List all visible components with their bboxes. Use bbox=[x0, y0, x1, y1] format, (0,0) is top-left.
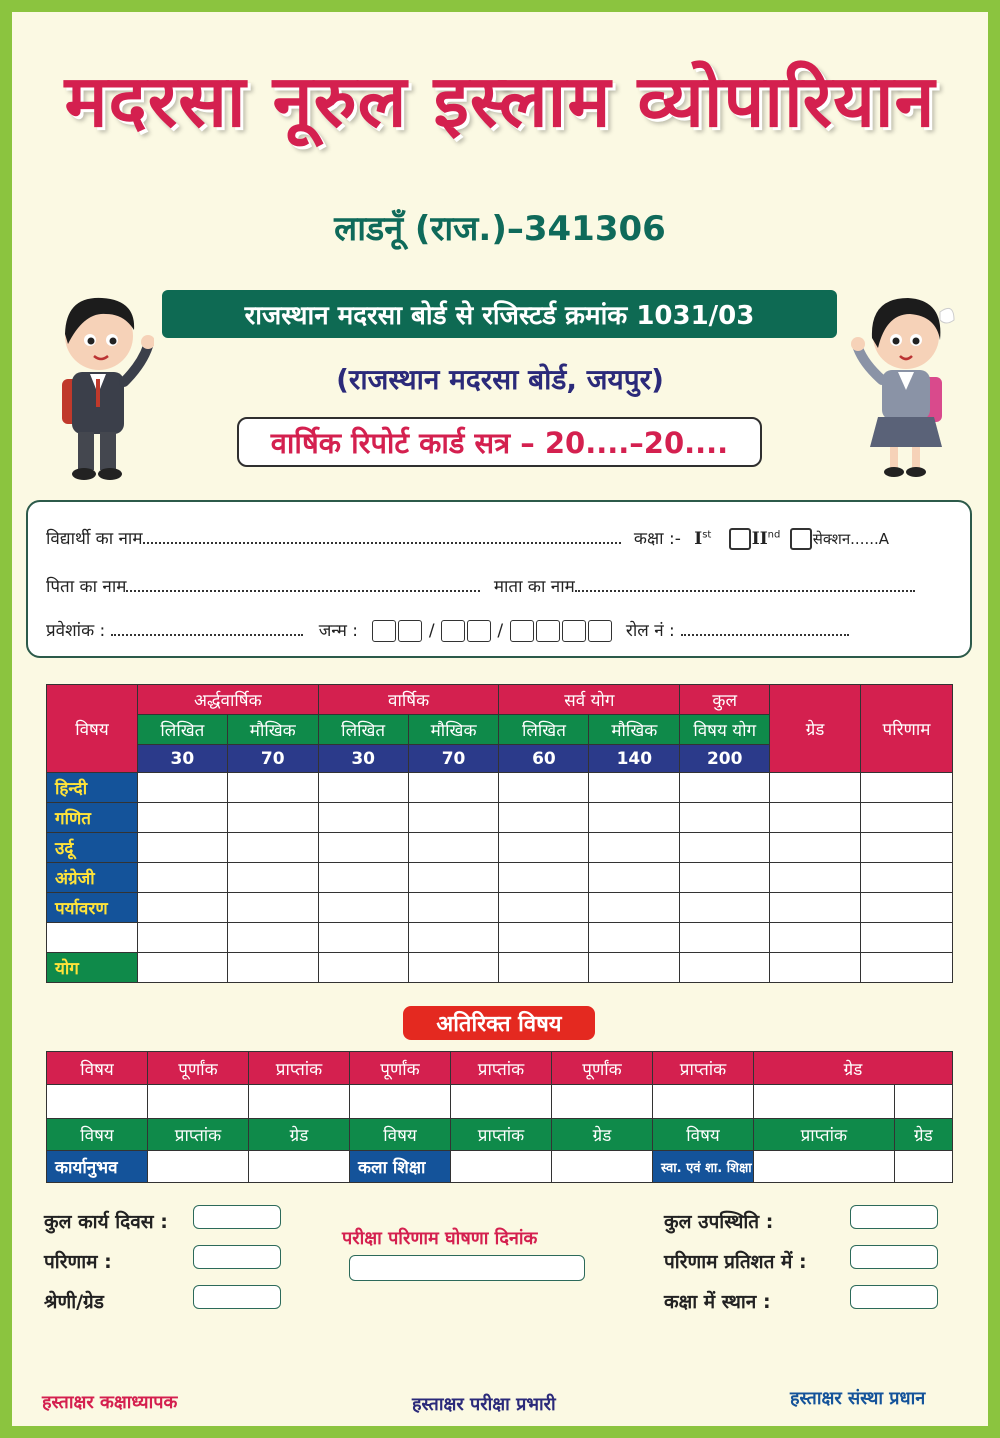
activity-header: प्राप्तांक bbox=[754, 1119, 895, 1151]
marks-cell[interactable] bbox=[680, 773, 770, 803]
school-name: मदरसा नूरुल इस्लाम व्योपारियान bbox=[64, 59, 936, 143]
subject-label: हिन्दी bbox=[47, 773, 138, 803]
extra-cell[interactable] bbox=[47, 1085, 148, 1119]
activity-header: प्राप्तांक bbox=[451, 1119, 552, 1151]
roll-field[interactable] bbox=[681, 620, 849, 636]
sub-header: मौखिक bbox=[589, 715, 680, 745]
marks-cell[interactable] bbox=[589, 953, 680, 983]
marks-cell[interactable] bbox=[589, 893, 680, 923]
max-marks-cell: 70 bbox=[408, 745, 499, 773]
marks-cell[interactable] bbox=[770, 863, 861, 893]
marks-cell[interactable] bbox=[318, 773, 408, 803]
admission-row: प्रवेशांक : जन्म : / / रोल नं : bbox=[46, 618, 956, 642]
marks-cell[interactable] bbox=[408, 803, 499, 833]
result-label: परिणाम : bbox=[44, 1251, 112, 1273]
max-marks-cell: 140 bbox=[589, 745, 680, 773]
admission-label: प्रवेशांक : bbox=[46, 621, 106, 641]
subject-label: गणित bbox=[47, 803, 138, 833]
student-name-label: विद्यार्थी का नाम bbox=[46, 529, 143, 549]
group-header: कुल bbox=[680, 685, 770, 715]
marks-cell[interactable] bbox=[770, 893, 861, 923]
dob-label: जन्म : bbox=[318, 621, 359, 641]
marks-cell[interactable] bbox=[589, 803, 680, 833]
marks-cell[interactable] bbox=[227, 803, 318, 833]
marks-row bbox=[47, 953, 953, 983]
marks-table bbox=[46, 684, 953, 983]
admission-field[interactable] bbox=[111, 620, 303, 636]
report-card-title: वार्षिक रिपोर्ट कार्ड सत्र – 20....–20.... bbox=[237, 417, 762, 467]
marks-cell[interactable] bbox=[227, 833, 318, 863]
extra-header: ग्रेड bbox=[754, 1052, 953, 1085]
student-info-box bbox=[26, 500, 972, 658]
dob-year-boxes[interactable] bbox=[509, 621, 613, 641]
sub-header: लिखित bbox=[499, 715, 589, 745]
activity-header: ग्रेड bbox=[552, 1119, 653, 1151]
marks-row bbox=[47, 773, 953, 803]
class-2-label: II bbox=[751, 529, 768, 549]
group-header: अर्द्धवार्षिक bbox=[137, 685, 318, 715]
marks-cell[interactable] bbox=[227, 953, 318, 983]
marks-cell[interactable] bbox=[318, 923, 408, 953]
total-row-label: योग bbox=[47, 953, 138, 983]
result-date-label: परीक्षा परिणाम घोषणा दिनांक bbox=[342, 1228, 538, 1249]
max-marks-cell: 70 bbox=[227, 745, 318, 773]
marks-cell[interactable] bbox=[137, 773, 227, 803]
board-name: (राजस्थान मदरसा बोर्ड, जयपुर) bbox=[336, 363, 664, 396]
dob-month-boxes[interactable] bbox=[440, 621, 492, 641]
extra-subjects-table bbox=[46, 1051, 953, 1183]
extra-header: पूर्णांक bbox=[350, 1052, 451, 1085]
class-1-checkbox[interactable] bbox=[729, 528, 751, 550]
marks-cell[interactable] bbox=[589, 773, 680, 803]
subject-label: उर्दू bbox=[47, 833, 138, 863]
extra-cell[interactable] bbox=[754, 1151, 895, 1183]
sub-header: विषय योग bbox=[680, 715, 770, 745]
activity-header: ग्रेड bbox=[894, 1119, 952, 1151]
marks-cell[interactable] bbox=[499, 893, 589, 923]
marks-cell[interactable] bbox=[499, 803, 589, 833]
rank-label: कक्षा में स्थान : bbox=[664, 1291, 771, 1313]
marks-cell[interactable] bbox=[499, 833, 589, 863]
marks-cell[interactable] bbox=[408, 833, 499, 863]
registration-banner: राजस्थान मदरसा बोर्ड से रजिस्टर्ड क्रमांक 1031/03 bbox=[162, 290, 837, 338]
marks-cell[interactable] bbox=[499, 863, 589, 893]
sub-header: मौखिक bbox=[408, 715, 499, 745]
mother-name-label: माता का नाम bbox=[493, 577, 575, 597]
grade-field[interactable] bbox=[193, 1285, 281, 1309]
marks-row bbox=[47, 893, 953, 923]
marks-cell[interactable] bbox=[770, 953, 861, 983]
percentage-field[interactable] bbox=[850, 1245, 938, 1269]
marks-cell[interactable] bbox=[680, 833, 770, 863]
marks-cell[interactable] bbox=[408, 863, 499, 893]
activity-art-education: कला शिक्षा bbox=[350, 1151, 451, 1183]
extra-cell[interactable] bbox=[451, 1085, 552, 1119]
marks-cell[interactable] bbox=[860, 953, 952, 983]
activity-health-physical: स्वा. एवं शा. शिक्षा bbox=[653, 1151, 754, 1183]
marks-cell[interactable] bbox=[318, 803, 408, 833]
boy-cartoon-image bbox=[44, 284, 154, 484]
girl-cartoon-image bbox=[850, 282, 960, 482]
extra-cell[interactable] bbox=[249, 1151, 350, 1183]
result-field[interactable] bbox=[193, 1245, 281, 1269]
activity-work-experience: कार्यानुभव bbox=[47, 1151, 148, 1183]
sub-header: मौखिक bbox=[227, 715, 318, 745]
marks-cell[interactable] bbox=[589, 923, 680, 953]
marks-cell[interactable] bbox=[318, 893, 408, 923]
marks-cell[interactable] bbox=[408, 953, 499, 983]
marks-cell[interactable] bbox=[137, 953, 227, 983]
class-2-sup: nd bbox=[767, 529, 781, 541]
marks-row bbox=[47, 803, 953, 833]
marks-cell[interactable] bbox=[499, 923, 589, 953]
marks-cell[interactable] bbox=[860, 923, 952, 953]
attendance-label: कुल उपस्थिति : bbox=[664, 1211, 774, 1233]
father-name-label: पिता का नाम bbox=[46, 577, 127, 597]
dob-day-boxes[interactable] bbox=[371, 621, 423, 641]
subject-label: पर्यावरण bbox=[47, 893, 138, 923]
roll-label: रोल नं : bbox=[625, 621, 675, 641]
grade-header: ग्रेड bbox=[770, 685, 861, 773]
marks-cell[interactable] bbox=[860, 893, 952, 923]
class-1-label: I bbox=[694, 529, 703, 549]
marks-cell[interactable] bbox=[589, 863, 680, 893]
subject-blank-cell[interactable] bbox=[47, 923, 138, 953]
class-label: कक्षा :- bbox=[633, 529, 681, 549]
student-name-field[interactable] bbox=[143, 528, 621, 544]
marks-cell[interactable] bbox=[318, 953, 408, 983]
extra-header: प्राप्तांक bbox=[653, 1052, 754, 1085]
extra-header: पूर्णांक bbox=[552, 1052, 653, 1085]
exam-incharge-signature: हस्ताक्षर परीक्षा प्रभारी bbox=[412, 1394, 556, 1415]
marks-cell[interactable] bbox=[227, 773, 318, 803]
extra-header: विषय bbox=[47, 1052, 148, 1085]
report-card-sheet bbox=[12, 12, 988, 1426]
marks-cell[interactable] bbox=[680, 893, 770, 923]
marks-row bbox=[47, 833, 953, 863]
marks-cell[interactable] bbox=[770, 803, 861, 833]
marks-cell[interactable] bbox=[680, 863, 770, 893]
extra-cell[interactable] bbox=[653, 1085, 754, 1119]
parents-row bbox=[46, 574, 956, 597]
marks-cell[interactable] bbox=[408, 773, 499, 803]
subject-label: अंग्रेजी bbox=[47, 863, 138, 893]
percentage-label: परिणाम प्रतिशत में : bbox=[664, 1251, 807, 1273]
max-marks-cell: 60 bbox=[499, 745, 589, 773]
marks-cell[interactable] bbox=[589, 833, 680, 863]
activity-header: ग्रेड bbox=[249, 1119, 350, 1151]
activity-header: विषय bbox=[47, 1119, 148, 1151]
marks-cell[interactable] bbox=[137, 893, 227, 923]
extra-cell[interactable] bbox=[451, 1151, 552, 1183]
marks-cell[interactable] bbox=[860, 803, 952, 833]
working-days-label: कुल कार्य दिवस : bbox=[44, 1211, 168, 1233]
sub-header: लिखित bbox=[137, 715, 227, 745]
marks-cell[interactable] bbox=[680, 803, 770, 833]
extra-cell[interactable] bbox=[754, 1085, 895, 1119]
working-days-field[interactable] bbox=[193, 1205, 281, 1229]
max-marks-cell: 30 bbox=[318, 745, 408, 773]
marks-cell[interactable] bbox=[318, 863, 408, 893]
marks-cell[interactable] bbox=[227, 893, 318, 923]
marks-cell[interactable] bbox=[408, 923, 499, 953]
marks-cell[interactable] bbox=[408, 893, 499, 923]
marks-cell[interactable] bbox=[770, 833, 861, 863]
max-marks-cell: 30 bbox=[137, 745, 227, 773]
extra-header: प्राप्तांक bbox=[249, 1052, 350, 1085]
extra-cell[interactable] bbox=[148, 1085, 249, 1119]
extra-cell[interactable] bbox=[148, 1151, 249, 1183]
class-1-sup: st bbox=[702, 529, 712, 541]
marks-cell[interactable] bbox=[137, 923, 227, 953]
subject-header: विषय bbox=[47, 685, 138, 773]
attendance-field[interactable] bbox=[850, 1205, 938, 1229]
marks-cell[interactable] bbox=[499, 773, 589, 803]
marks-cell[interactable] bbox=[860, 833, 952, 863]
result-date-field[interactable] bbox=[349, 1255, 585, 1281]
extra-cell[interactable] bbox=[249, 1085, 350, 1119]
marks-cell[interactable] bbox=[137, 803, 227, 833]
max-marks-cell: 200 bbox=[680, 745, 770, 773]
marks-cell[interactable] bbox=[680, 923, 770, 953]
marks-cell[interactable] bbox=[860, 773, 952, 803]
extra-header: प्राप्तांक bbox=[451, 1052, 552, 1085]
school-address: लाडनूँ (राज.)–341306 bbox=[334, 209, 666, 249]
student-name-row bbox=[46, 526, 956, 550]
group-header: वार्षिक bbox=[318, 685, 499, 715]
marks-cell[interactable] bbox=[227, 863, 318, 893]
marks-cell[interactable] bbox=[137, 833, 227, 863]
marks-cell[interactable] bbox=[860, 863, 952, 893]
extra-cell[interactable] bbox=[552, 1085, 653, 1119]
activity-header: विषय bbox=[653, 1119, 754, 1151]
extra-cell[interactable] bbox=[350, 1085, 451, 1119]
extra-cell[interactable] bbox=[894, 1085, 952, 1119]
father-name-field[interactable] bbox=[126, 576, 480, 592]
marks-row bbox=[47, 863, 953, 893]
result-header: परिणाम bbox=[860, 685, 952, 773]
extra-header: पूर्णांक bbox=[148, 1052, 249, 1085]
marks-cell[interactable] bbox=[137, 863, 227, 893]
section-label: सेक्शन......A bbox=[812, 530, 890, 548]
extra-cell[interactable] bbox=[552, 1151, 653, 1183]
marks-cell[interactable] bbox=[318, 833, 408, 863]
marks-cell[interactable] bbox=[770, 773, 861, 803]
activity-header: विषय bbox=[350, 1119, 451, 1151]
marks-row bbox=[47, 923, 953, 953]
class-2-checkbox[interactable] bbox=[790, 528, 812, 550]
marks-cell[interactable] bbox=[227, 923, 318, 953]
extra-subjects-title: अतिरिक्त विषय bbox=[403, 1006, 595, 1040]
teacher-signature: हस्ताक्षर कक्षाध्यापक bbox=[42, 1392, 178, 1413]
principal-signature: हस्ताक्षर संस्था प्रधान bbox=[790, 1388, 926, 1409]
marks-cell[interactable] bbox=[680, 953, 770, 983]
activity-header: प्राप्तांक bbox=[148, 1119, 249, 1151]
rank-field[interactable] bbox=[850, 1285, 938, 1309]
mother-name-field[interactable] bbox=[575, 576, 915, 592]
extra-cell[interactable] bbox=[894, 1151, 952, 1183]
grade-label: श्रेणी/ग्रेड bbox=[44, 1291, 104, 1313]
marks-cell[interactable] bbox=[499, 953, 589, 983]
sub-header: लिखित bbox=[318, 715, 408, 745]
marks-cell[interactable] bbox=[770, 923, 861, 953]
group-header: सर्व योग bbox=[499, 685, 680, 715]
